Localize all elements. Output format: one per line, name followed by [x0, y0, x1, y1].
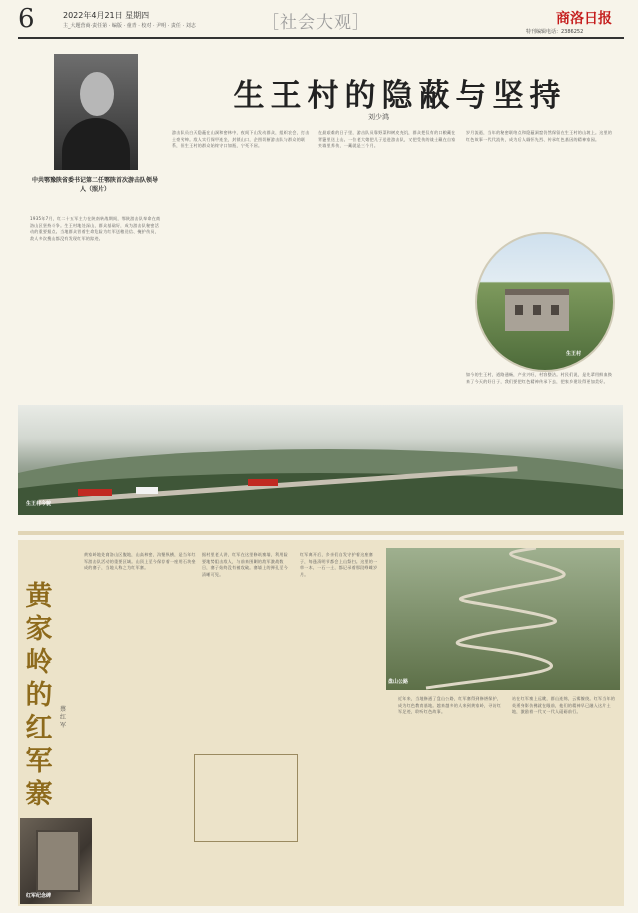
building-window	[533, 305, 541, 315]
article1-byline: 刘少鸿	[368, 113, 389, 121]
section-divider	[18, 531, 624, 535]
newspaper-masthead: 商洛日报	[556, 11, 612, 27]
article2-byline: 蔡红军	[60, 706, 67, 729]
article1-column-1: 1935年7月，红二十五军主力在陕南转战期间，鄂陕游击队奉命在商洛山区坚持斗争。生王村地处深山，群众基础好，成为游击队秘密活动的重要据点。当地群众冒着生命危险为红军送粮送信、掩护伤员，敌人多次搜山都没有发现红军的踪迹。	[30, 216, 161, 241]
serpentine-road-photo	[386, 548, 620, 690]
monument-caption: 红军纪念碑	[26, 893, 52, 899]
serpentine-road	[386, 548, 620, 690]
building-window	[551, 305, 559, 315]
article2-column-5: 站在红军寨上远眺，群山连绵，云雾缭绕。红军当年的英勇身影仿佛就在眼前，他们的精神早已融入这片土地，激励着一代又一代人砥砺前行。	[512, 696, 616, 715]
article2-column-3: 红军离开后，乡亲们自发守护着这座寨子，每逢清明节都会上山祭扫。这里的一草一木、一石一土，都记录着那段峥嵘岁月。	[300, 552, 378, 577]
article1-column-2: 游击队员白天隐蔽在山洞和密林中，夜间下山发动群众，组织农会，打击土豪劣绅。敌人实行保甲连坐，封锁山口，企图切断游击队与群众的联系，但生王村的群众始终守口如瓶，宁死不屈。	[172, 130, 310, 149]
quote-box	[194, 754, 298, 842]
portrait-photo	[54, 54, 138, 170]
article1-title: 生王村的隐蔽与坚持	[233, 78, 567, 114]
article1-column-5: 如今的生王村，道路通畅，产业兴旺，村容整洁。村民们说，是先辈用鲜血换来了今天的好日子，我们要把红色精神传承下去，把家乡建设得更加美好。	[466, 372, 613, 384]
monument-inscription	[36, 830, 80, 892]
circle-photo-caption: 生王村	[566, 351, 582, 357]
portrait-body	[62, 118, 130, 170]
building-window	[515, 305, 523, 315]
editor-phone: 特刊编辑电话：2386252	[526, 29, 584, 35]
landscape-caption: 生王村今貌	[26, 501, 52, 507]
article2-title: 黄家岭的红军寨	[25, 581, 53, 810]
serpentine-caption: 盘山公路	[388, 679, 409, 685]
landscape-photo	[18, 405, 623, 515]
article2-column-1: 黄家岭地处商洛山区腹地，山高林密，沟壑纵横，是当年红军游击队活动的重要区域。山顶上至今保存着一座用石块垒成的寨子，当地人称之为红军寨。	[84, 552, 196, 571]
article2-column-4: 近年来，当地修通了盘山公路，红军寨得到修缮保护，成为红色教育基地。越来越多的人来到黄家岭，寻访红军足迹，聆听红色故事。	[398, 696, 502, 715]
article2-column-2: 据村里老人讲，红军在这里修筑寨墙，利用险要地势阻击敌人，与前来围剿的敌军激战数日，寨子始终没有被攻破。寨墙上的弹孔至今清晰可见。	[202, 552, 288, 577]
article1-column-4: 岁月流逝，当年的秘密联络点和隐蔽洞窟仍然保留在生王村的山坡上。这里的红色故事一代代流传，成为后人缅怀先烈、传承红色基因的精神家园。	[466, 130, 613, 142]
editor-credits: 主_大题营商·责任第 · 编版 · 童青 · 校对 · 尹明 · 责任 · 刘志	[63, 23, 196, 29]
portrait-caption: 中共鄂豫陕省委书记第二任鄂陕首次游击队领导人（照片）	[31, 177, 158, 193]
portrait-head	[80, 72, 114, 116]
truck	[248, 479, 278, 486]
issue-date: 2022年4月21日 星期四	[63, 11, 150, 20]
truck	[78, 489, 112, 496]
village-circle-photo	[475, 232, 615, 372]
article1-column-3: 在最艰难的日子里，游击队员靠野菜和树皮充饥，群众把仅有的口粮藏在背篓里送上山。一位老大娘把儿子送进游击队，又把受伤的战士藏在自家夹墙里养伤，一藏就是三个月。	[318, 130, 456, 149]
truck	[136, 487, 158, 494]
village-building	[505, 289, 569, 331]
section-name: ［社会大观］	[262, 13, 370, 33]
page-number: 6	[18, 4, 35, 34]
header-rule	[18, 37, 624, 39]
